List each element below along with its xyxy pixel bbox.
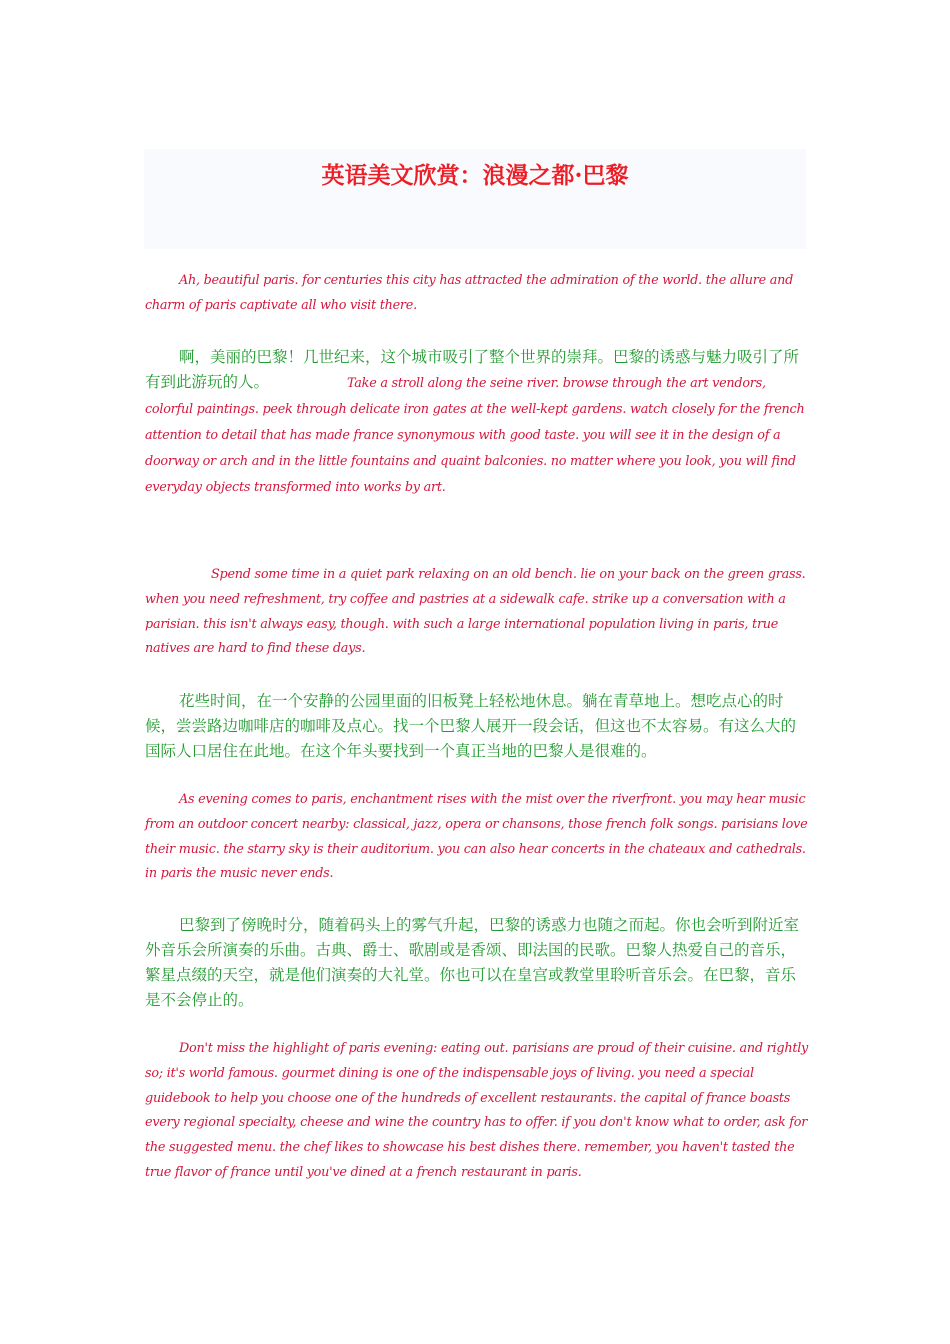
english-paragraph-3: Spend some time in a quiet park relaxing on an old bench. lie on your back on the green grass. when you need refreshment, try coffee and pastries at a sidewalk cafe. strike up a conversation with a parisian. this isn't always easy, though. with such a large international population living in paris, true natives are hard to find these days.	[145, 567, 806, 657]
chinese-paragraph-1-text: 啊，美丽的巴黎！几世纪来，这个城市吸引了整个世界的崇拜。巴黎的诱惑与魅力吸引了所有到此游玩的人。	[145, 348, 800, 391]
chinese-paragraph-4: 巴黎到了傍晚时分，随着码头上的雾气升起，巴黎的诱惑力也随之而起。你也会听到附近室外音乐会所演奏的乐曲。古典、爵士、歌剧或是香颂、即法国的民歌。巴黎人热爱自己的音乐，繁星点缀的天空，就是他们演奏的大礼堂。你也可以在皇宫或教堂里聆听音乐会。在巴黎，音乐是不会停止的。	[145, 916, 800, 1009]
page-title: 英语美文欣赏：浪漫之都·巴黎	[321, 162, 629, 189]
chinese-paragraph-1	[145, 345, 809, 500]
english-paragraph-1: Ah, beautiful paris. for centuries this city has attracted the admiration of the world. the allure and charm of paris captivate all who visit there.	[145, 273, 794, 313]
english-paragraph-5: Don't miss the highlight of paris evening: eating out. parisians are proud of their cuisine. and rightly so; it's world famous. gourmet dining is one of the indispensable joys of living. you need a special guidebook to help you choose one of the hundreds of excellent restaurants. the capital of france boasts every regional specialty, cheese and wine the country has to offer. if you don't know what to order, ask for the suggested menu. the chef likes to showcase his best dishes there. remember, you haven't tasted the true flavor of france until you've dined at a french restaurant in paris.	[145, 1041, 809, 1180]
chinese-paragraph-3: 花些时间，在一个安静的公园里面的旧板凳上轻松地休息。躺在青草地上。想吃点心的时候，尝尝路边咖啡店的咖啡及点心。找一个巴黎人展开一段会话，但这也不太容易。有这么大的国际人口居住在此地。在这个年头要找到一个真正当地的巴黎人是很难的。	[145, 692, 797, 760]
english-paragraph-4: As evening comes to paris, enchantment rises with the mist over the riverfront. you may hear music from an outdoor concert nearby: classical, jazz, opera or chansons, those french folk songs. parisians love their music. the starry sky is their auditorium. you can also hear concerts in the chateaux and cathedrals. in paris the music never ends.	[145, 792, 808, 882]
title-banner	[144, 149, 806, 249]
english-paragraph-2: Take a stroll along the seine river. browse through the art vendors, colorful paintings. peek through delicate iron gates at the well-kept gardens. watch closely for the french attention to detail that has made france synonymous with good taste. you will see it in the design of a doorway or arch and in the little fountains and quaint balconies. no matter where you look, you will find everyday objects transformed into works by art.	[145, 376, 805, 495]
